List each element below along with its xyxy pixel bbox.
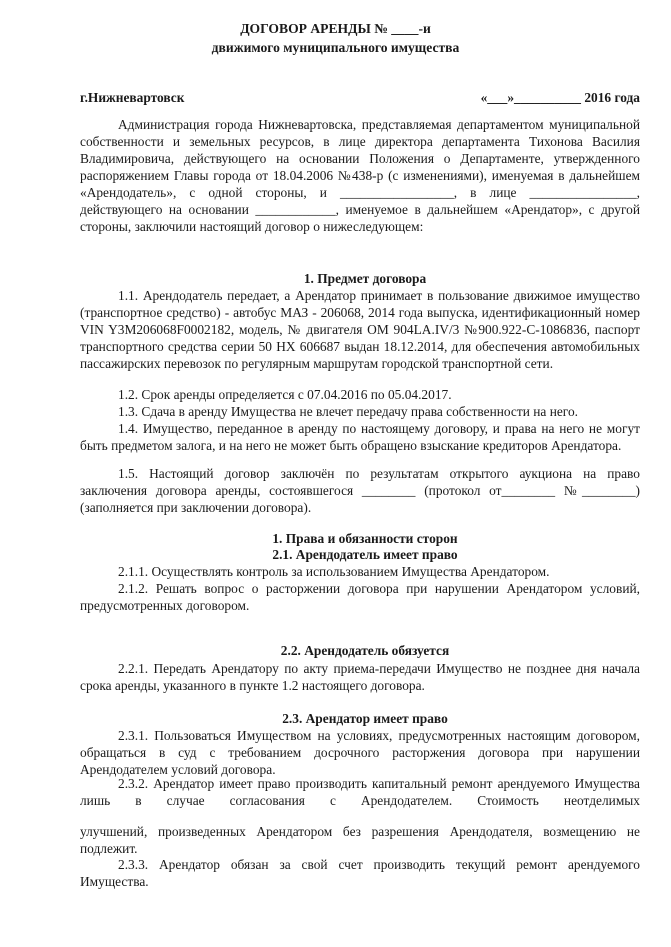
clause-1-4: 1.4. Имущество, переданное в аренду по настоящему договору, и права на него не могут быть предметом залога, и на него не может быть обращено взыскание кредиторов Арендатора. [80, 421, 640, 453]
clause-1-5: 1.5. Настоящий договор заключён по результатам открытого аукциона на право заключения договора аренды, состоявшегося ________ (протокол от________ №________)(заполняется при заключении договора). [80, 466, 640, 515]
city-date-line [80, 89, 640, 106]
document-title: ДОГОВОР АРЕНДЫ № ____-и [240, 21, 431, 36]
preamble-paragraph: Администрация города Нижневартовска, представляемая департаментом муниципальной собственности и земельных ресурсов, в лице директора департамента Тихонова Василия Владимировича, действующего на основании Положения о Департаменте, утвержденного распоряжением Главы города от 18.04.2006 №438-р (с изменениями), именуемая в дальнейшем «Арендодатель», с одной стороны, и _________________, в лице ________________, действующего на основании ____________, именуемое в дальнейшем «Арендатор», с другой стороны, заключили настоящий договор о нижеследующем: [80, 117, 640, 234]
clause-1-1: 1.1. Арендодатель передает, а Арендатор принимает в пользование движимое имущество (транспортное средство) - автобус МАЗ - 206068, 2014 года выпуска, идентификационный номер VIN Y3M206068F0002182, модель, № двигателя ОМ 904LA.IV/3 №900.922-С-1086836, паспорт транспортного средства серии 50 НХ 606687 выдан 18.12.2014, для обеспечения автомобильных пассажирских перевозок по регулярным маршрутам городской транспортной сети. [80, 288, 640, 371]
clause-2-3-2-continuation: улучшений, произведенных Арендатором без разрешения Арендодателя, возмещению не подлежит. [80, 824, 640, 856]
subsection-2-2-heading: 2.2. Арендодатель обязуется [280, 643, 450, 658]
section-2-heading: 1. Права и обязанности сторон [272, 531, 458, 546]
clause-2-3-2: 2.3.2. Арендатор имеет право производить капитальный ремонт арендуемого Имущества лишь в случае согласования с Арендодателем. Стоимость неотделимых [80, 776, 640, 808]
clause-2-1-1: 2.1.1. Осуществлять контроль за использованием Имущества Арендатором. [118, 564, 550, 579]
subsection-2-1-heading: 2.1. Арендодатель имеет право [272, 547, 458, 562]
clause-1-3: 1.3. Сдача в аренду Имущества не влечет передачу права собственности на него. [118, 404, 579, 419]
document-subtitle: движимого муниципального имущества [211, 40, 460, 55]
section-1-heading: 1. Предмет договора [303, 271, 427, 286]
city: г.Нижневартовск [80, 90, 185, 105]
clause-2-3-1: 2.3.1. Пользоваться Имуществом на условиях, предусмотренных настоящим договором, обращаться в суд с требованием досрочного расторжения договора при нарушении Арендодателем условий договора. [80, 728, 640, 777]
clause-1-2: 1.2. Срок аренды определяется с 07.04.2016 по 05.04.2017. [118, 387, 452, 402]
clause-2-3-3: 2.3.3. Арендатор обязан за свой счет производить текущий ремонт арендуемого Имущества. [80, 857, 640, 889]
subsection-2-3-heading: 2.3. Арендатор имеет право [282, 711, 448, 726]
clause-2-2-1: 2.2.1. Передать Арендатору по акту приема-передачи Имущество не позднее дня начала срока аренды, указанного в пункте 1.2 настоящего договора. [80, 661, 640, 693]
contract-date: «___»__________ 2016 года [480, 90, 640, 105]
clause-2-1-2: 2.1.2. Решать вопрос о расторжении договора при нарушении Арендатором условий, предусмотренных договором. [80, 581, 640, 613]
